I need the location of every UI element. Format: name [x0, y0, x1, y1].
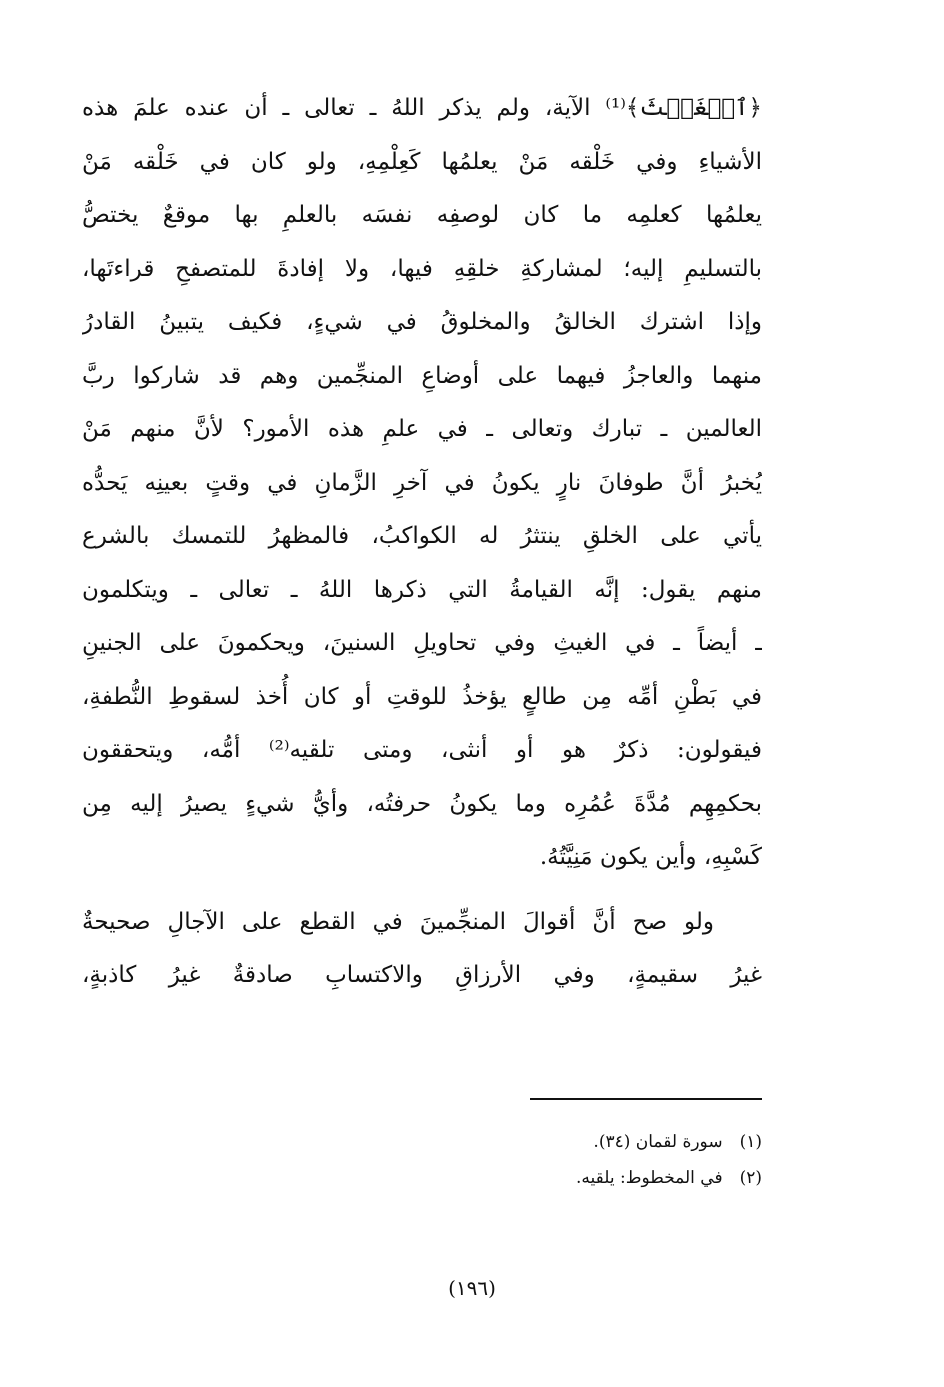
paragraph-gap [82, 885, 762, 896]
text-line: فيقولون: ذكرٌ هو أو أنثى، ومتى تلقيه⁽²⁾ أمُّه، ويتحققون [82, 737, 762, 763]
main-text [82, 82, 762, 1003]
text-line: بحكمِهِم مُدَّةَ عُمُرِه وما يكونُ حرفتُه، وأيُّ شيءٍ يصيرُ إليه مِن [82, 790, 762, 817]
footnote-text: سورة لقمان (٣٤). [593, 1132, 723, 1152]
footnotes [300, 1124, 762, 1196]
text-line: غيرُ سقيمةٍ، وفي الأرزاقِ والاكتسابِ صادقةٌ غيرُ كاذبةٍ، [82, 962, 762, 988]
page-number: (١٩٦) [448, 1276, 496, 1300]
text-line: في بَطْنِ أمِّه مِن طالعٍ يؤخذُ للوقتِ أو كان أُخذ لسقوطِ النُّطفةِ، [82, 683, 762, 710]
text-line: العالمين ـ تبارك وتعالى ـ في علمِ هذه الأمور؟ لأنَّ منهم مَنْ [82, 416, 762, 442]
text-line: منهم يقول: إنَّه القيامةُ التي ذكرها اللهُ ـ تعالى ـ ويتكلمون [82, 576, 762, 603]
text-line: يُخبرُ أنَّ طوفانَ نارٍ يكونُ في آخرِ الزَّمانِ في وقتٍ بعينِه يَحدُّه [82, 469, 762, 496]
text-line: منهما والعاجزُ فيهما على أوضاعِ المنجِّمين وهم قد شاركوا ربَّ [82, 362, 762, 389]
text-line: يأتي على الخلقِ ينتثرُ له الكواكبُ، فالمظهرُ للتمسك بالشرع [82, 523, 762, 549]
footnote-number: (١) [739, 1132, 762, 1152]
text-line: ﴿ٱلۡغَيۡثَ﴾⁽¹⁾ الآية، ولم يذكر اللهُ ـ تعالى ـ أن عنده علمَ هذه [82, 95, 762, 121]
footnote-number: (٢) [739, 1168, 762, 1188]
text-line: الأشياءِ وفي خَلْقه مَنْ يعلمُها كَعِلْمِهِ، ولو كان في خَلْقه مَنْ [82, 148, 762, 175]
text-line: ولو صح أنَّ أقوالَ المنجِّمينَ في القطع على الآجالِ صحيحةٌ [82, 908, 714, 935]
footnote-text: في المخطوط: يلقيه. [576, 1168, 723, 1188]
footnote-divider [530, 1098, 762, 1100]
text-line: يعلمُها كعلمِه ما كان لوصفِه نفسَه بالعلمِ بها موقعٌ يختصُّ [82, 202, 762, 228]
footnote-item [300, 1124, 762, 1160]
text-line: كَسْبِهِ، وأين يكون مَنِيَّتُهُ. [539, 844, 762, 870]
text-line: ـ أيضاً ـ في الغيثِ وفي تحاويلِ السنينَ، ويحكمونَ على الجنينِ [82, 630, 762, 656]
text-line: وإذا اشترك الخالقُ والمخلوقُ في شيءٍ، فكيف يتبينُ القادرُ [82, 309, 762, 335]
footnote-item [300, 1160, 762, 1196]
text-line: بالتسليمِ إليه؛ لمشاركةِ خلقِهِ فيها، ولا إفادةَ للمتصفحِ قراءتَها، [82, 255, 762, 282]
